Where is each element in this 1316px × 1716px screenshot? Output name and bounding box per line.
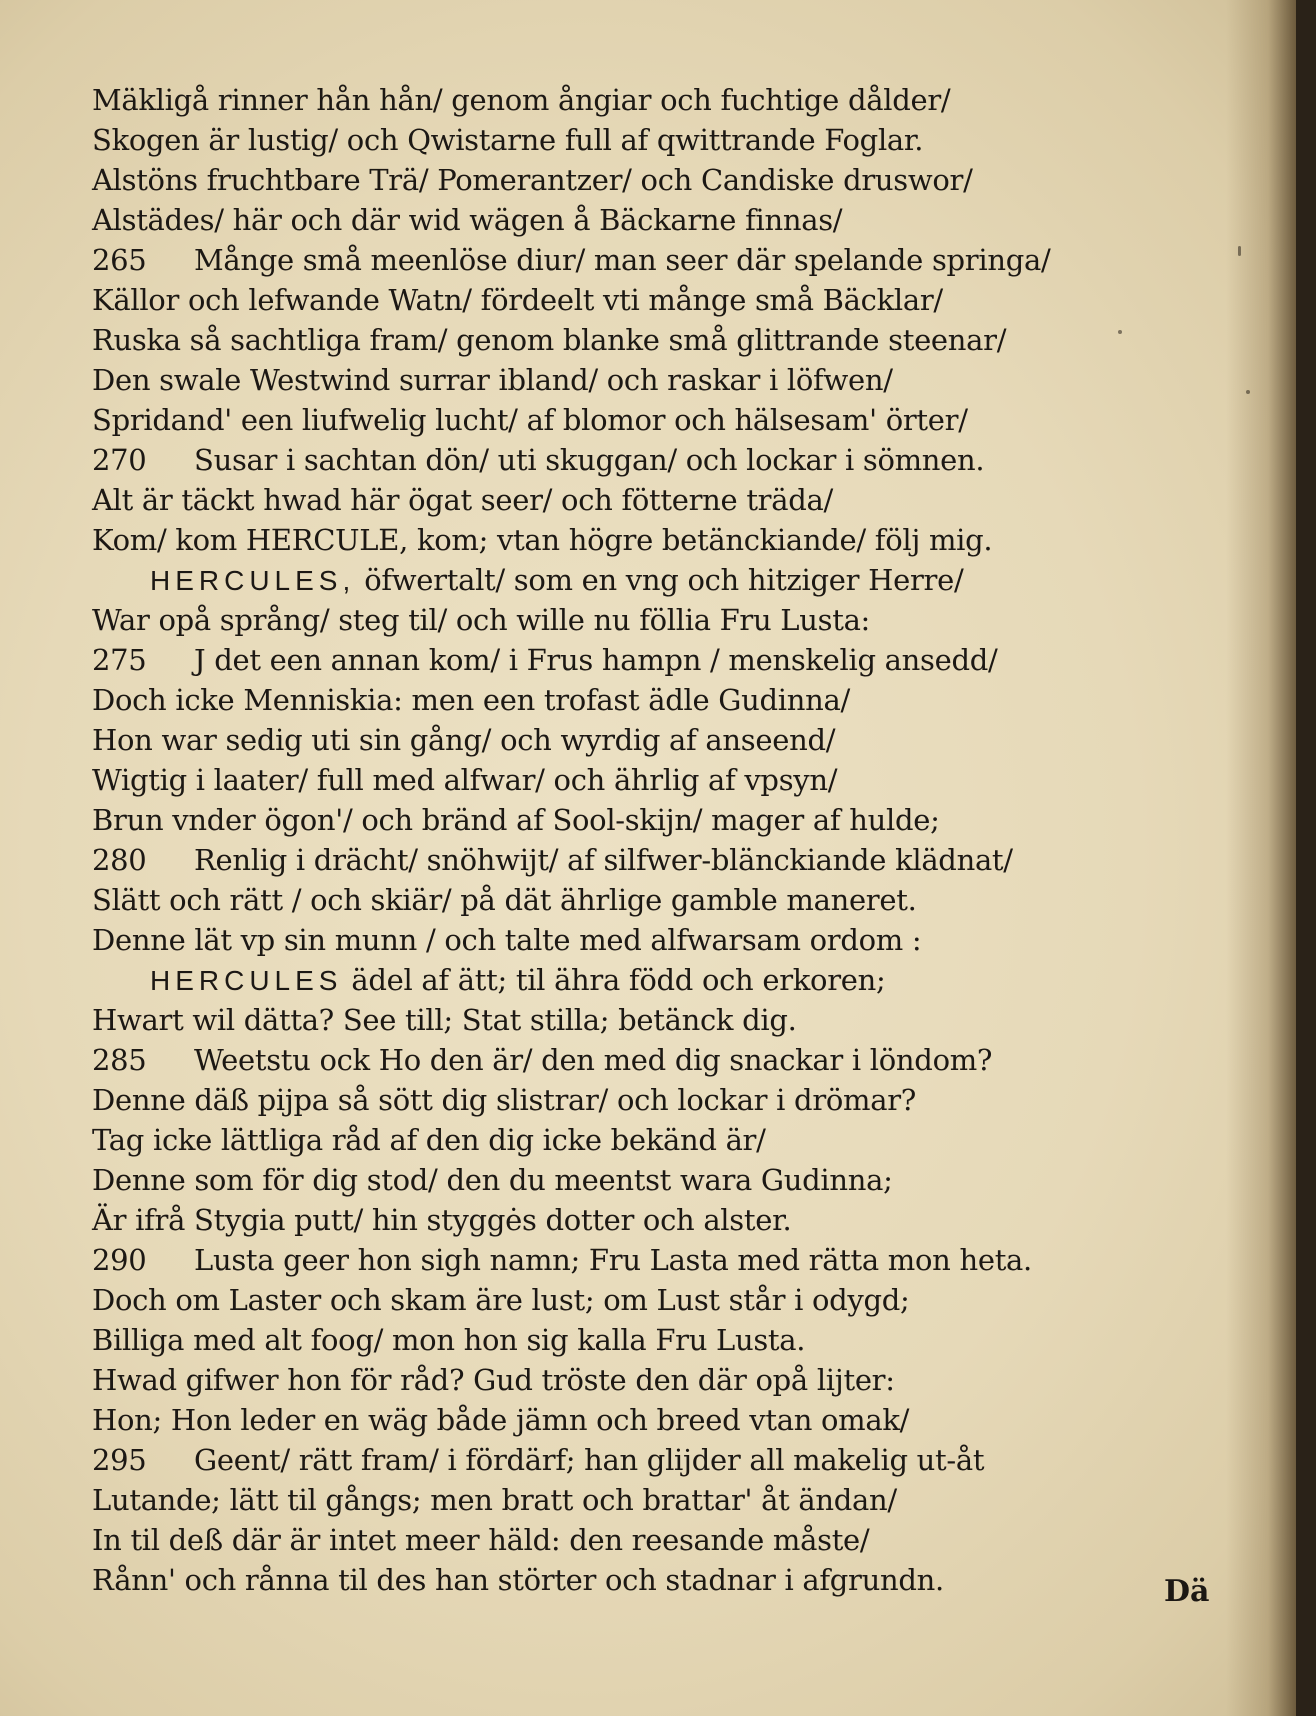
poem-line (92, 920, 1092, 960)
verse-text (92, 680, 850, 720)
poem-line (92, 480, 1092, 520)
poem-line (92, 1160, 1092, 1200)
poem-line (92, 600, 1092, 640)
verse-words: Susar i sachtan dön/ uti skuggan/ och lockar i sömnen. (194, 443, 985, 477)
verse-words: ädel af ätt; til ähra född och erkoren; (351, 963, 886, 997)
verse-text (194, 440, 984, 480)
verse-text (92, 760, 837, 800)
verse-text (92, 1400, 909, 1440)
line-number: 275 (92, 643, 147, 677)
verse-words: Ruska så sachtliga fram/ genom blanke små glittrande steenar/ (92, 323, 1007, 357)
poem-line (92, 1440, 1092, 1480)
verse-words: Hon war sedig uti sin gång/ och wyrdig af anseend/ (92, 723, 836, 757)
verse-text (92, 1560, 944, 1600)
poem-line (92, 520, 1092, 560)
line-number: 290 (92, 1243, 147, 1277)
poem-line (92, 1480, 1092, 1520)
poem-line (92, 160, 1092, 200)
verse-text (92, 520, 992, 560)
verse-words: Slätt och rätt / och skiär/ på dät ährlige gamble maneret. (92, 883, 917, 917)
verse-text (92, 1120, 766, 1160)
verse-text (92, 720, 835, 760)
ink-speck (1118, 330, 1122, 334)
poem-line (92, 200, 1092, 240)
verse-text (92, 1280, 910, 1320)
verse-text (194, 240, 1050, 280)
verse-text (92, 1320, 805, 1360)
poem-line (92, 760, 1092, 800)
verse-text (92, 280, 943, 320)
verse-words: Skogen är lustig/ och Qwistarne full af qwittrande Foglar. (92, 123, 924, 157)
verse-words: Denne lät vp sin munn / och talte med alfwarsam ordom : (92, 923, 922, 957)
speaker-name: HERCULES (150, 965, 343, 996)
poem-line (92, 1400, 1092, 1440)
line-number: 270 (92, 443, 147, 477)
verse-words: Är ifrå Stygia putt/ hin styggės dotter och alster. (92, 1203, 792, 1237)
poem-text (92, 80, 1092, 1600)
verse-text (92, 1200, 791, 1240)
line-number: 265 (92, 243, 147, 277)
verse-text (194, 840, 1013, 880)
verse-text (92, 120, 923, 160)
poem-line (92, 880, 1092, 920)
verse-text (194, 1240, 1032, 1280)
verse-words: Alstädes/ här och där wid wägen å Bäckarne finnas/ (92, 203, 843, 237)
ink-speck (1238, 246, 1241, 256)
verse-text (92, 600, 870, 640)
verse-words: Denne som för dig stod/ den du meentst wara Gudinna; (92, 1163, 893, 1197)
line-number: 295 (92, 1443, 147, 1477)
verse-words: Denne däß pijpa så sött dig slistrar/ och lockar i drömar? (92, 1083, 917, 1117)
poem-line (92, 440, 1092, 480)
verse-text (92, 1480, 897, 1520)
verse-text (150, 960, 885, 1001)
poem-line (92, 400, 1092, 440)
page-gutter-shadow (1226, 0, 1296, 1716)
verse-words: Lutande; lätt til gångs; men bratt och brattar' åt ändan/ (92, 1483, 897, 1517)
poem-line (92, 1280, 1092, 1320)
verse-words: Doch icke Menniskia: men een trofast ädle Gudinna/ (92, 683, 850, 717)
poem-line (92, 840, 1092, 880)
verse-text (92, 360, 893, 400)
verse-text (92, 1160, 893, 1200)
poem-line (92, 640, 1092, 680)
poem-line (92, 1120, 1092, 1160)
verse-words: Källor och lefwande Watn/ fördeelt vti månge små Bäcklar/ (92, 283, 943, 317)
verse-words: Wigtig i laater/ full med alfwar/ och ährlig af vpsyn/ (92, 763, 838, 797)
verse-words: War opå språng/ steg til/ och wille nu föllia Fru Lusta: (92, 603, 871, 637)
book-edge (1296, 0, 1316, 1716)
poem-line (92, 680, 1092, 720)
verse-words: Mäkligå rinner hån hån/ genom ångiar och fuchtige dålder/ (92, 83, 951, 117)
poem-line (92, 320, 1092, 360)
verse-words: Weetstu ock Ho den är/ den med dig snackar i löndom? (194, 1043, 993, 1077)
verse-words: Hon; Hon leder en wäg både jämn och breed vtan omak/ (92, 1403, 910, 1437)
verse-words: Rånn' och rånna til des han störter och stadnar i afgrundn. (92, 1563, 944, 1597)
poem-line (92, 1240, 1092, 1280)
verse-text (92, 200, 842, 240)
poem-line (92, 1520, 1092, 1560)
poem-line (92, 120, 1092, 160)
verse-words: Brun vnder ögon'/ och bränd af Sool-skijn/ mager af hulde; (92, 803, 940, 837)
poem-line (92, 1000, 1092, 1040)
poem-line (92, 560, 1092, 600)
poem-line (92, 1360, 1092, 1400)
verse-words: öfwertalt/ som en vng och hitziger Herre/ (364, 563, 964, 597)
verse-text (92, 160, 973, 200)
verse-text (92, 1080, 916, 1120)
verse-text (92, 400, 968, 440)
poem-line (92, 1040, 1092, 1080)
verse-words: Alt är täckt hwad här ögat seer/ och fötterne träda/ (92, 483, 833, 517)
verse-words: In til deß där är intet meer häld: den reesande måste/ (92, 1523, 870, 1557)
verse-words: J det een annan kom/ i Frus hampn / menskelig ansedd/ (194, 643, 998, 677)
verse-words: Billiga med alt foog/ mon hon sig kalla Fru Lusta. (92, 1323, 806, 1357)
verse-text (92, 80, 950, 120)
verse-text (92, 880, 917, 920)
poem-line (92, 960, 1092, 1000)
verse-text (92, 800, 940, 840)
verse-text (92, 1000, 797, 1040)
line-number: 285 (92, 1043, 147, 1077)
verse-text (92, 480, 833, 520)
catchword: Dä (1164, 1574, 1210, 1609)
poem-line (92, 280, 1092, 320)
verse-words: Doch om Laster och skam äre lust; om Lust står i odygd; (92, 1283, 910, 1317)
speaker-name: HERCULES, (150, 565, 356, 596)
verse-text (92, 920, 921, 960)
verse-words: Renlig i drächt/ snöhwijt/ af silfwer-blänckiande klädnat/ (194, 843, 1013, 877)
verse-words: Kom/ kom HERCULE, kom; vtan högre betänckiande/ följ mig. (92, 523, 993, 557)
poem-line (92, 800, 1092, 840)
verse-words: Geent/ rätt fram/ i fördärf; han glijder all makelig ut-åt (194, 1443, 985, 1477)
verse-words: Den swale Westwind surrar ibland/ och raskar i löfwen/ (92, 363, 893, 397)
verse-words: Tag icke lättliga råd af den dig icke bekänd är/ (92, 1123, 766, 1157)
verse-words: Månge små meenlöse diur/ man seer där spelande springa/ (194, 243, 1051, 277)
verse-text (194, 1440, 984, 1480)
poem-line (92, 720, 1092, 760)
poem-line (92, 1560, 1092, 1600)
verse-text (92, 1520, 869, 1560)
verse-text (92, 320, 1006, 360)
verse-words: Alstöns fruchtbare Trä/ Pomerantzer/ och Candiske druswor/ (92, 163, 973, 197)
ink-speck (1246, 390, 1250, 394)
verse-text (150, 560, 963, 601)
poem-line (92, 80, 1092, 120)
verse-words: Hwad gifwer hon för råd? Gud tröste den där opå lijter: (92, 1363, 895, 1397)
verse-words: Hwart wil dätta? See till; Stat stilla; betänck dig. (92, 1003, 797, 1037)
verse-words: Spridand' een liufwelig lucht/ af blomor och hälsesam' örter/ (92, 403, 968, 437)
line-number: 280 (92, 843, 147, 877)
verse-text (194, 1040, 992, 1080)
poem-line (92, 1080, 1092, 1120)
poem-line (92, 1320, 1092, 1360)
poem-line (92, 360, 1092, 400)
poem-line (92, 1200, 1092, 1240)
verse-words: Lusta geer hon sigh namn; Fru Lasta med rätta mon heta. (194, 1243, 1032, 1277)
poem-line (92, 240, 1092, 280)
verse-text (194, 640, 997, 680)
verse-text (92, 1360, 895, 1400)
